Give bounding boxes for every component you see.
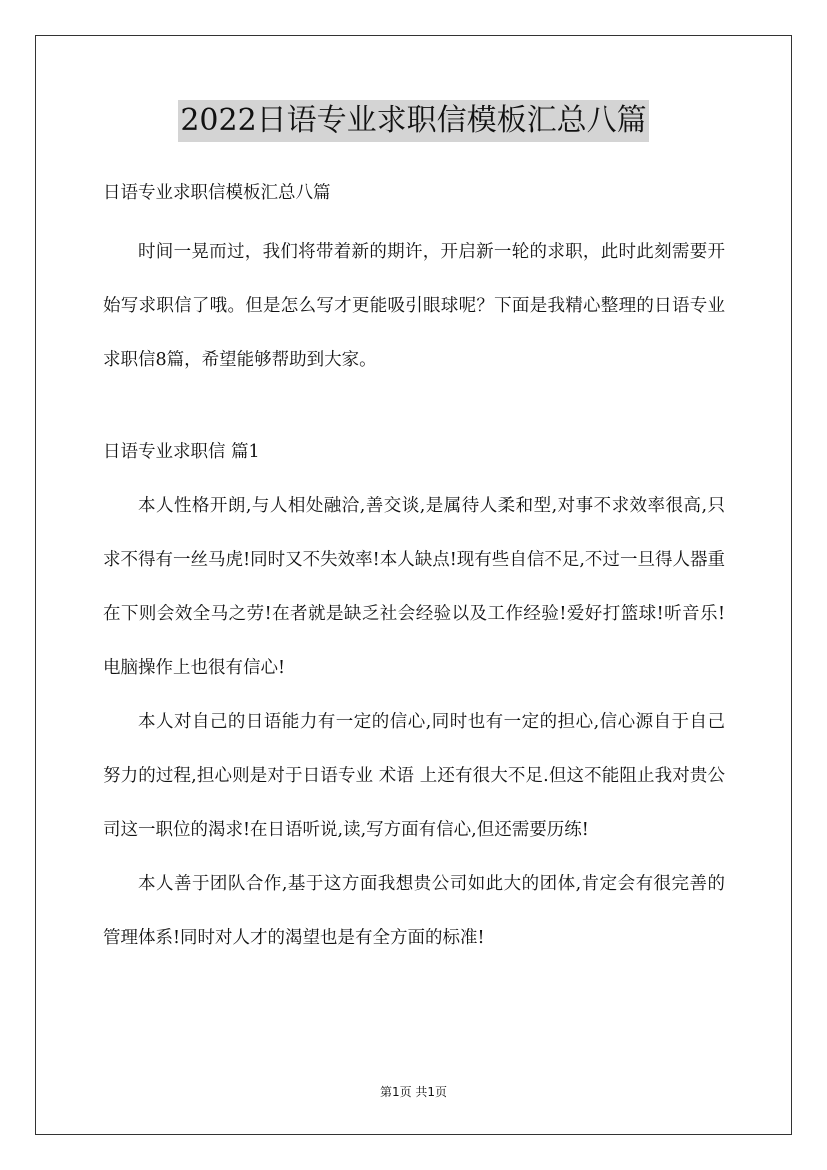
- document-title: 2022日语专业求职信模板汇总八篇: [178, 100, 648, 142]
- document-subtitle: 日语专业求职信模板汇总八篇: [103, 183, 331, 203]
- body-paragraph-1: 本人性格开朗,与人相处融洽,善交谈,是属待人柔和型,对事不求效率很高,只求不得有一丝马虎!同时又不失效率!本人缺点!现有些自信不足,不过一旦得人器重在下则会效全马之劳!在者就是缺乏社会经验以及工作经验!爱好打篮球!听音乐!电脑操作上也很有信心!: [103, 496, 725, 678]
- intro-paragraph: 时间一晃而过，我们将带着新的期许，开启新一轮的求职，此时此刻需要开始写求职信了哦。但是怎么写才更能吸引眼球呢？下面是我精心整理的日语专业求职信8篇，希望能够帮助到大家。: [103, 242, 725, 370]
- body-paragraph-2: 本人对自己的日语能力有一定的信心,同时也有一定的担心,信心源自于自己努力的过程,担心则是对于日语专业 术语 上还有很大不足.但这不能阻止我对贵公司这一职位的渴求!在日语听说,读,写方面有信心,但还需要历练!: [103, 712, 725, 840]
- document-body: [103, 175, 725, 965]
- body-paragraph-3: 本人善于团队合作,基于这方面我想贵公司如此大的团体,肯定会有很完善的管理体系!同时对人才的渴望也是有全方面的标准!: [103, 874, 725, 948]
- page-footer: 第1页 共1页: [379, 1085, 448, 1099]
- section-heading: 日语专业求职信 篇1: [103, 442, 260, 462]
- document-title-block: [0, 100, 827, 142]
